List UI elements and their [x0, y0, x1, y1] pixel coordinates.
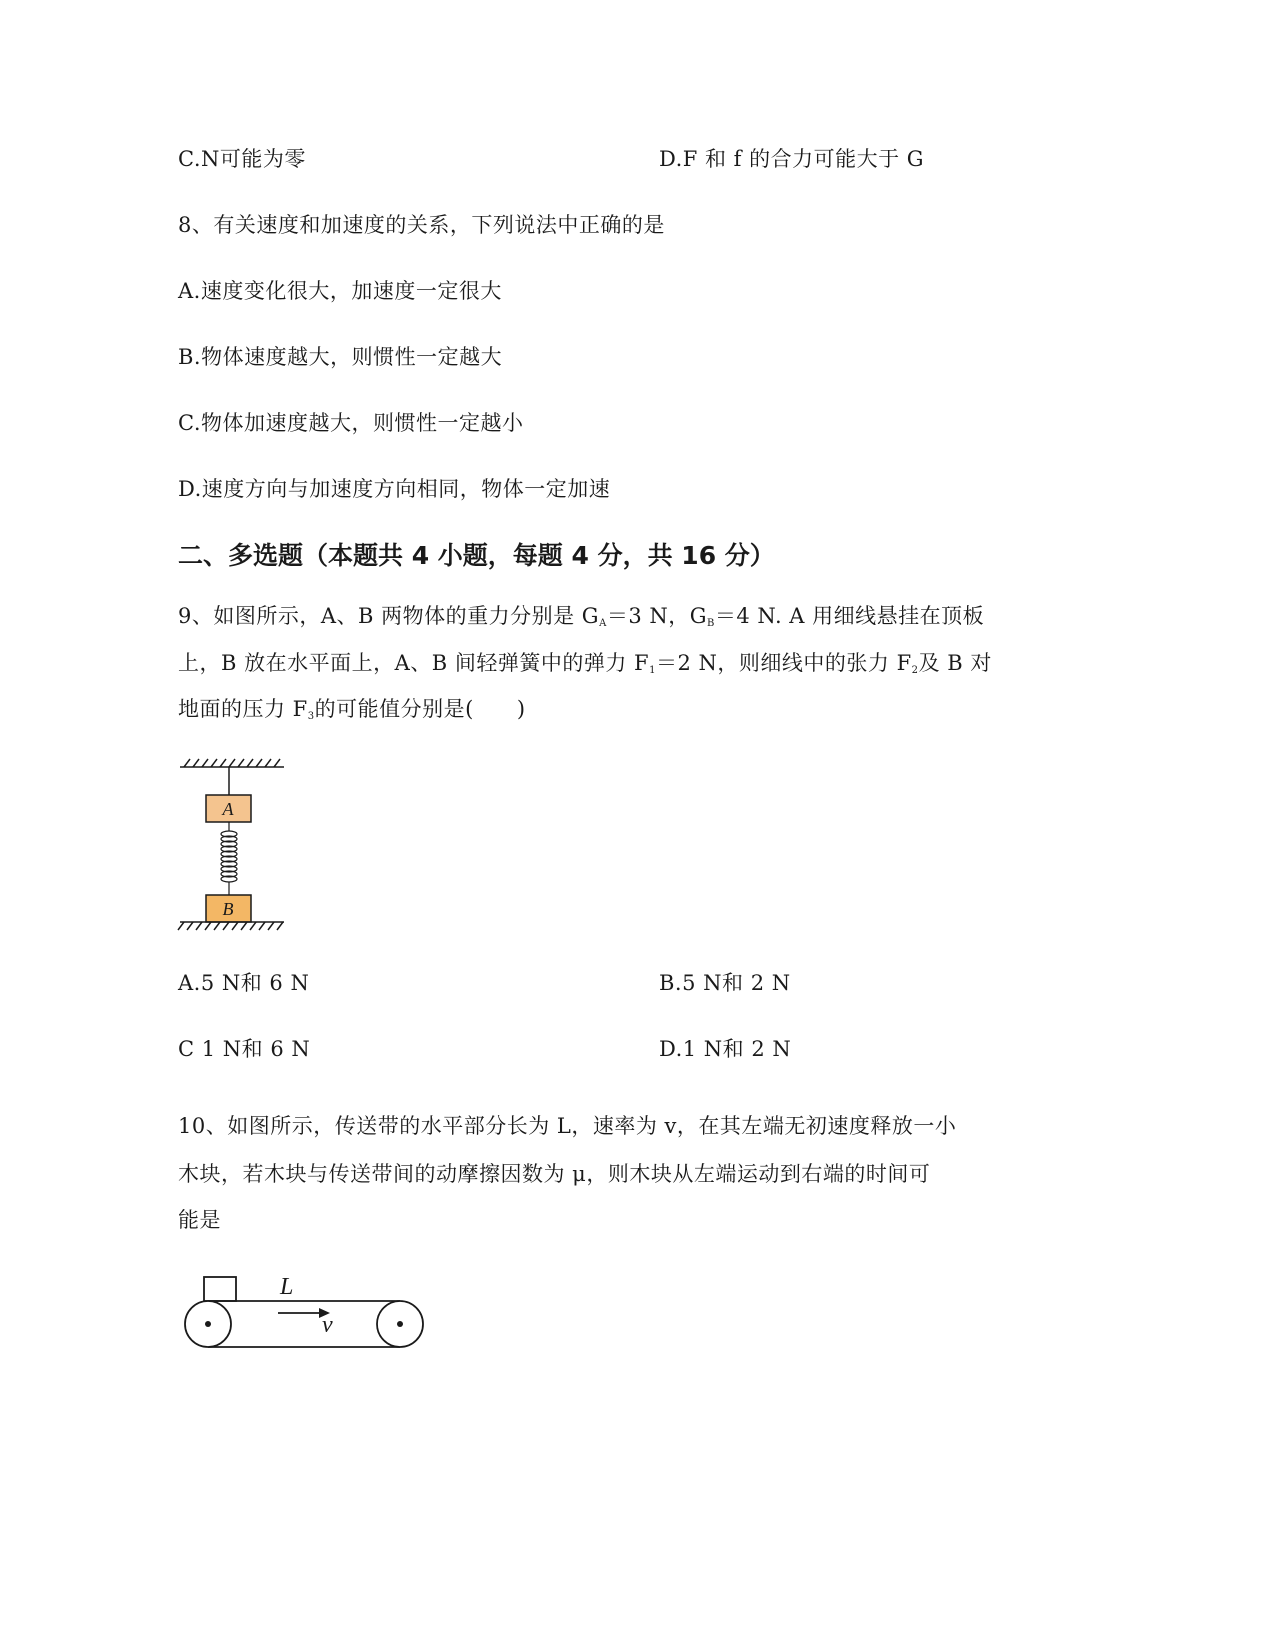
q9-option-c: C 1 N和 6 N — [178, 1037, 311, 1061]
q9-text: 地面的压力 F — [178, 697, 308, 721]
ground — [178, 922, 284, 930]
q8-option-c: C.物体加速度越大，则惯性一定越小 — [178, 411, 524, 435]
q8-option-a: A.速度变化很大，加速度一定很大 — [178, 279, 502, 303]
subscript: B — [707, 618, 715, 629]
q7-option-d: D.F 和 f 的合力可能大于 G — [659, 147, 925, 171]
ceiling — [180, 759, 284, 767]
velocity-label: v — [322, 1312, 333, 1338]
q9-stem-line-1 — [178, 603, 984, 629]
section-heading: 二、多选题（本题共 4 小题，每题 4 分，共 16 分） — [178, 541, 775, 570]
subscript: 1 — [649, 665, 656, 676]
block-a-label: A — [222, 799, 234, 819]
q10-stem-line-2: 木块，若木块与传送带间的动摩擦因数为 μ，则木块从左端运动到右端的时间可 — [178, 1162, 931, 1186]
left-axle — [205, 1321, 211, 1327]
q8-stem: 8、有关速度和加速度的关系，下列说法中正确的是 — [178, 213, 665, 237]
q10-stem-line-3: 能是 — [178, 1208, 221, 1232]
q9-text: 上，B 放在水平面上，A、B 间轻弹簧中的弹力 F — [178, 651, 650, 675]
q9-text: 及 B 对 — [918, 651, 992, 675]
length-label: L — [280, 1274, 294, 1300]
wood-block — [204, 1277, 236, 1301]
q7-option-c: C.N可能为零 — [178, 147, 306, 171]
q9-text: 9、如图所示，A、B 两物体的重力分别是 G — [178, 604, 600, 628]
q9-text: 的可能值分别是( ) — [314, 697, 526, 721]
q9-option-a: A.5 N和 6 N — [178, 971, 310, 995]
q9-option-b: B.5 N和 2 N — [659, 971, 791, 995]
conveyor-belt-figure — [180, 1268, 430, 1353]
q8-option-d: D.速度方向与加速度方向相同，物体一定加速 — [178, 477, 611, 501]
spring — [221, 822, 237, 895]
q9-text: ＝3 N，G — [606, 604, 708, 628]
q9-stem-line-2 — [178, 650, 992, 676]
q9-stem-line-3 — [178, 696, 526, 722]
right-axle — [397, 1321, 403, 1327]
q10-stem-line-1: 10、如图所示，传送带的水平部分长为 L，速率为 v，在其左端无初速度释放一小 — [178, 1114, 957, 1138]
q9-option-d: D.1 N和 2 N — [659, 1037, 792, 1061]
q8-option-b: B.物体速度越大，则惯性一定越大 — [178, 345, 503, 369]
block-b-label: B — [222, 899, 234, 919]
subscript: A — [599, 618, 607, 629]
q9-text: ＝2 N，则细线中的张力 F — [656, 651, 912, 675]
q9-text: ＝4 N. A 用细线悬挂在顶板 — [714, 604, 985, 628]
spring-block-figure — [176, 755, 288, 935]
subscript: 3 — [307, 711, 315, 722]
subscript: 2 — [911, 665, 919, 676]
